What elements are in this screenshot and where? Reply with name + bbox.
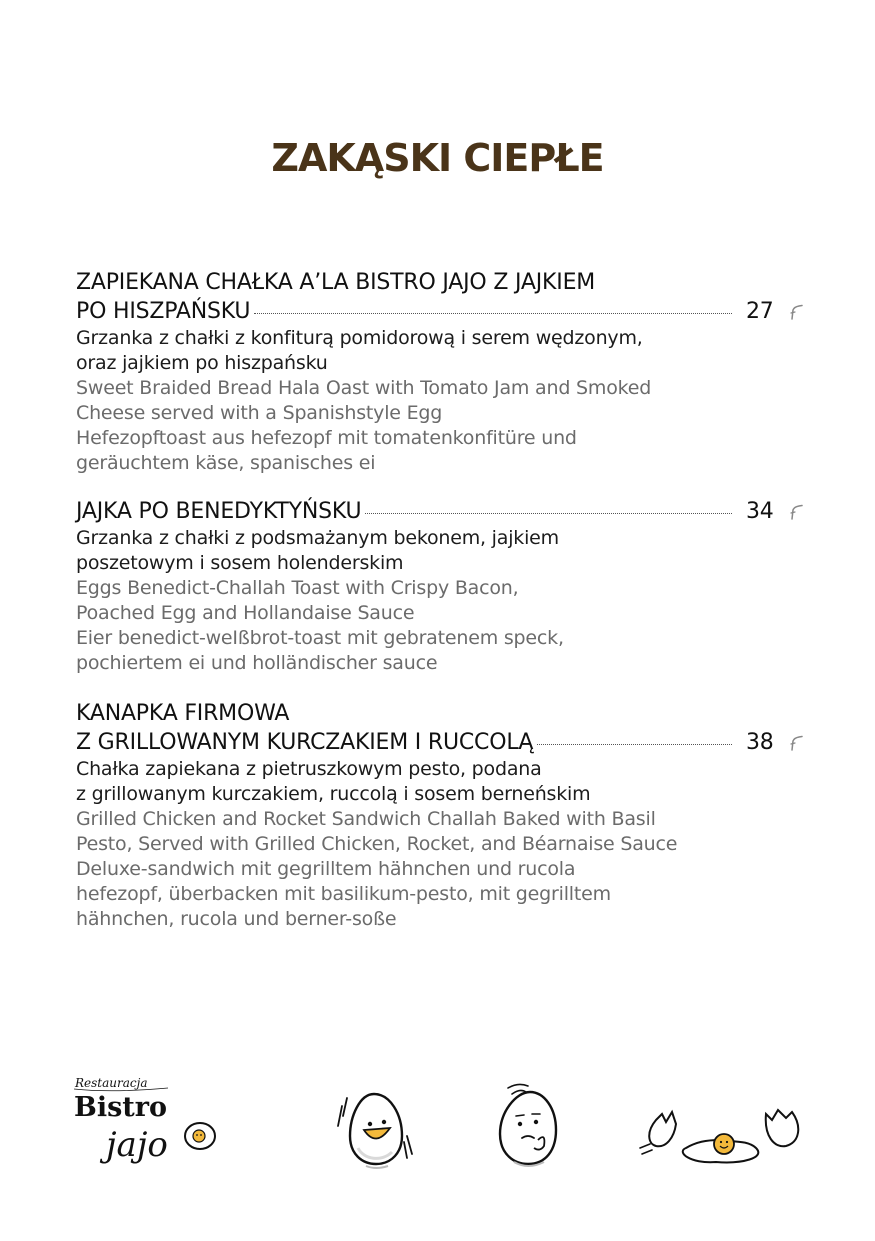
menu-item-1	[76, 268, 806, 476]
description-line: Hefezopftoast aus hefezopf mit tomatenkonfitüre und	[76, 427, 577, 449]
description-line: Eggs Benedict-Challah Toast with Crispy Bacon,	[76, 577, 519, 599]
item-price: 27	[746, 299, 774, 324]
logo-small-text: Restauracja	[75, 1076, 148, 1090]
item-name	[76, 699, 806, 757]
dot-leader	[254, 313, 732, 314]
item-name-line: JAJKA PO BENEDYKTYŃSKU	[76, 499, 362, 524]
description-polish	[76, 526, 806, 576]
description-line: Sweet Braided Bread Hala Oast with Tomato Jam and Smoked	[76, 377, 652, 399]
description-line: Chałka zapiekana z pietruszkowym pesto, podana	[76, 758, 542, 780]
description-english	[76, 807, 806, 857]
description-line: Pesto, Served with Grilled Chicken, Rocket, and Béarnaise Sauce	[76, 833, 678, 855]
item-name-line: PO HISZPAŃSKU	[76, 299, 251, 324]
item-name-line: ZAPIEKANA CHAŁKA A’LA BISTRO JAJO Z JAJKIEM	[76, 270, 596, 295]
description-english	[76, 376, 806, 426]
bistro-jajo-logo	[72, 1070, 222, 1170]
price-currency-icon	[788, 732, 806, 752]
description-line: oraz jajkiem po hiszpańsku	[76, 352, 328, 374]
description-line: hähnchen, rucola und berner-soße	[76, 908, 397, 930]
description-english	[76, 576, 806, 626]
logo-main-text: Bistro	[74, 1092, 167, 1123]
egg-smiling-icon	[334, 1086, 418, 1170]
description-line: poszetowym i sosem holenderskim	[76, 552, 404, 574]
description-line: Eier benedict-weIßbrot-toast mit gebratenem speck,	[76, 627, 564, 649]
description-line: Poached Egg and Hollandaise Sauce	[76, 602, 415, 624]
item-name	[76, 497, 806, 526]
dot-leader	[537, 744, 732, 745]
description-line: Deluxe-sandwich mit gegrilltem hähnchen und rucola	[76, 858, 576, 880]
description-line: pochiertem ei und holländischer sauce	[76, 652, 438, 674]
description-line: Grzanka z chałki z podsmażanym bekonem, jajkiem	[76, 527, 559, 549]
description-polish	[76, 757, 806, 807]
item-name-line: KANAPKA FIRMOWA	[76, 701, 290, 726]
description-line: Cheese served with a Spanishstyle Egg	[76, 402, 443, 424]
price-currency-icon	[788, 501, 806, 521]
egg-thinking-icon	[494, 1082, 564, 1170]
description-line: geräuchtem käse, spanisches ei	[76, 452, 376, 474]
page-title: ZAKĄSKI CIEPŁE	[271, 136, 604, 180]
menu-item-3	[76, 699, 806, 932]
price-currency-icon	[788, 301, 806, 321]
description-polish	[76, 326, 806, 376]
description-line: hefezopf, überbacken mit basilikum-pesto, mit gegrilltem	[76, 883, 611, 905]
description-line: Grzanka z chałki z konfiturą pomidorową i serem wędzonym,	[76, 327, 643, 349]
description-line: Grilled Chicken and Rocket Sandwich Challah Baked with Basil	[76, 808, 656, 830]
item-price: 38	[746, 730, 774, 755]
description-line: z grillowanym kurczakiem, ruccolą i sosem berneńskim	[76, 783, 591, 805]
description-german	[76, 626, 806, 676]
item-name-line: Z GRILLOWANYM KURCZAKIEM I RUCCOLĄ	[76, 730, 534, 755]
menu-item-2	[76, 497, 806, 676]
item-name	[76, 268, 806, 326]
description-german	[76, 857, 806, 932]
dot-leader	[365, 513, 732, 514]
item-price: 34	[746, 499, 774, 524]
logo-script-text: jajo	[106, 1125, 168, 1165]
cracked-egg-icon	[636, 1100, 804, 1170]
description-german	[76, 426, 806, 476]
